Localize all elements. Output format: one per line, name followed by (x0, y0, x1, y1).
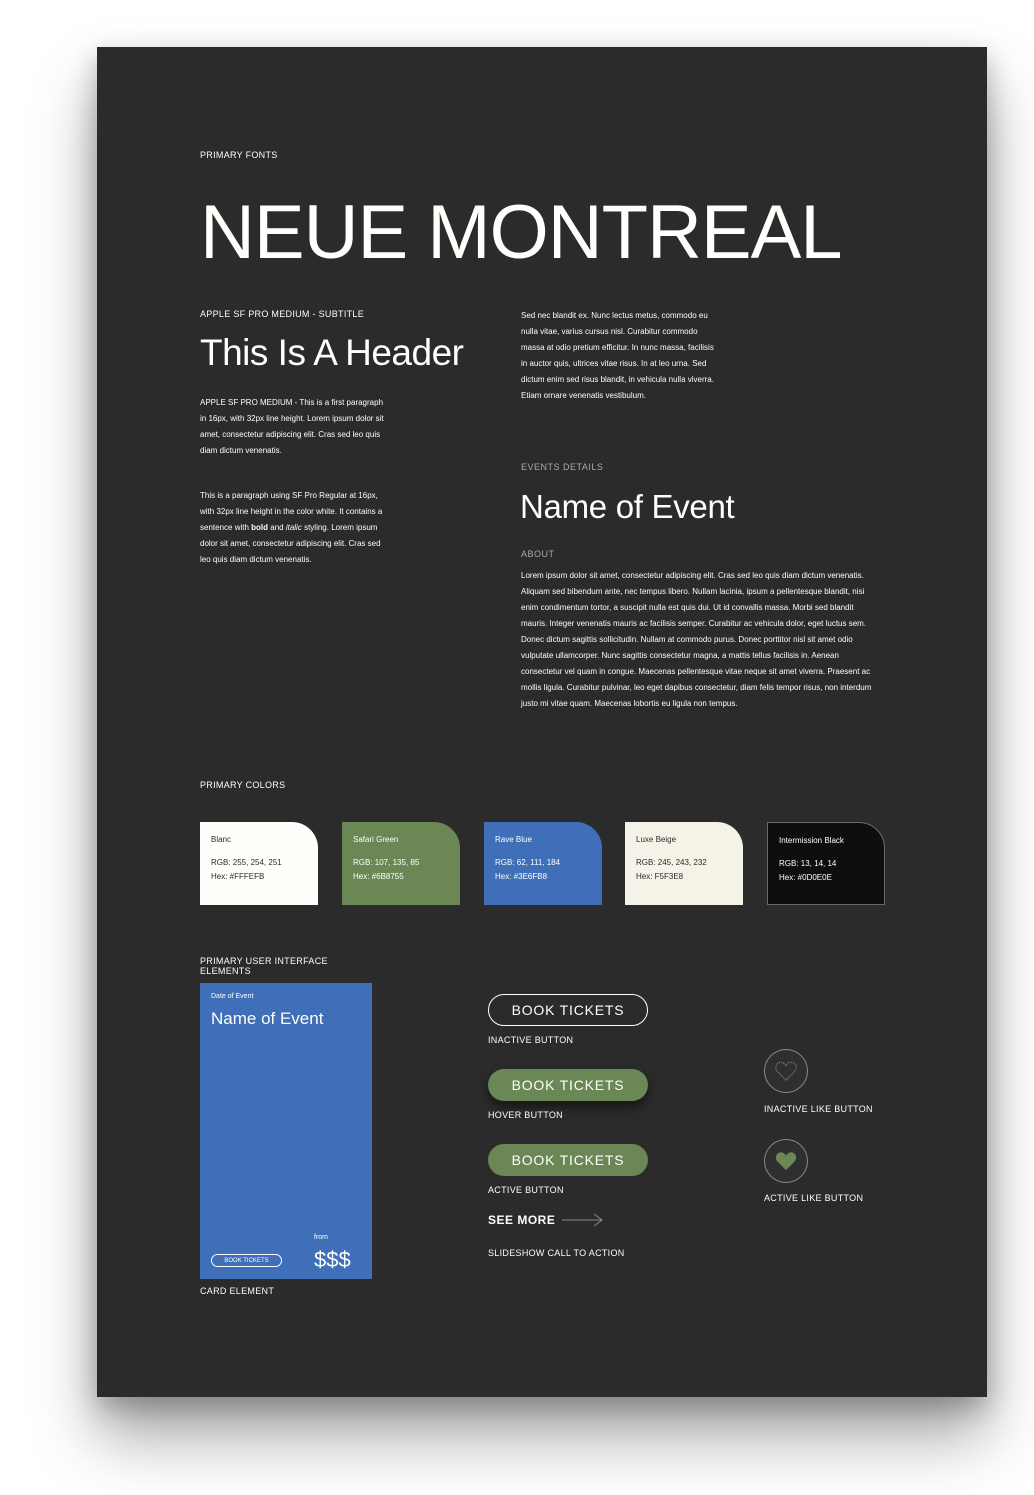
medium-paragraph: APPLE SF PRO MEDIUM - This is a first paragraph in 16px, with 32px line height. Lorem ipsum dolor sit amet, consectetur adipiscing elit. Cras sed leo quis diam dictum venenatis. (200, 398, 384, 455)
card-event-name: Name of Event (211, 1009, 324, 1028)
display-font-title: NEUE MONTREAL (200, 190, 842, 275)
regular-paragraph-rest: styling. Lorem ipsum dolor sit amet, consectetur adipiscing elit. Cras sed leo quis diam dictum venenatis. (200, 523, 381, 564)
card-element-caption: CARD ELEMENT (200, 1286, 275, 1296)
see-more-caption: SLIDESHOW CALL TO ACTION (488, 1248, 625, 1258)
see-more-label: SEE MORE (488, 1213, 556, 1227)
event-card[interactable] (200, 983, 372, 1279)
regular-paragraph (200, 488, 390, 568)
active-button-caption: ACTIVE BUTTON (488, 1185, 564, 1195)
swatch-rgb: RGB: 62, 111, 184 (495, 858, 561, 867)
swatch-name: Blanc (211, 835, 232, 844)
swatch-hex: Hex: F5F3E8 (636, 872, 684, 881)
book-tickets-hover-button[interactable]: BOOK TICKETS (488, 1069, 648, 1101)
card-book-tickets-button[interactable]: BOOK TICKETS (211, 1254, 282, 1267)
swatch-rgb: RGB: 13, 14, 14 (779, 859, 837, 868)
swatch-hex: Hex: #0D0E0E (779, 873, 832, 882)
card-from-label: from (314, 1234, 328, 1241)
swatch-name: Intermission Black (779, 836, 844, 845)
section-label-colors: PRIMARY COLORS (200, 780, 286, 790)
regular-paragraph-and: and (268, 523, 286, 532)
inactive-like-caption: INACTIVE LIKE BUTTON (764, 1104, 873, 1114)
swatch-rave-blue (484, 822, 602, 905)
swatch-hex: Hex: #6B8755 (353, 872, 404, 881)
swatch-safari-green (342, 822, 460, 905)
swatch-hex: Hex: #3E6FB8 (495, 872, 548, 881)
book-tickets-active-button[interactable]: BOOK TICKETS (488, 1144, 648, 1176)
swatch-name: Luxe Beige (636, 835, 677, 844)
events-details-label: EVENTS DETAILS (521, 462, 604, 472)
card-price: $$$ (314, 1247, 351, 1272)
subtitle-label: APPLE SF PRO MEDIUM - SUBTITLE (200, 309, 365, 319)
swatch-rgb: RGB: 107, 135, 85 (353, 858, 420, 867)
card-date: Date of Event (211, 993, 254, 1000)
swatch-luxe-beige (625, 822, 743, 905)
inactive-button-caption: INACTIVE BUTTON (488, 1035, 574, 1045)
hover-button-caption: HOVER BUTTON (488, 1110, 563, 1120)
swatch-intermission-black (767, 822, 885, 905)
swatch-rgb: RGB: 255, 254, 251 (211, 858, 282, 867)
swatch-rgb: RGB: 245, 243, 232 (636, 858, 707, 867)
italic-word: italic (285, 523, 302, 532)
book-tickets-inactive-button[interactable]: BOOK TICKETS (488, 994, 648, 1026)
section-label-ui: PRIMARY USER INTERFACE ELEMENTS (200, 956, 328, 976)
event-name-heading: Name of Event (520, 488, 735, 525)
arrow-right-icon (562, 1212, 604, 1228)
heart-filled-icon (775, 1151, 797, 1171)
swatch-blanc (200, 822, 318, 905)
like-button-active[interactable] (764, 1139, 808, 1183)
bold-word: bold (251, 523, 269, 532)
about-label: ABOUT (521, 549, 555, 559)
see-more-link[interactable] (488, 1212, 604, 1228)
style-guide-board (97, 47, 987, 1397)
section-label-fonts: PRIMARY FONTS (200, 150, 278, 160)
swatch-name: Safari Green (353, 835, 399, 844)
about-paragraph: Lorem ipsum dolor sit amet, consectetur adipiscing elit. Cras sed leo quis diam dictum venenatis. Aliquam sed bibendum ante, nec tempus libero. Nullam lacinia, ipsum a pellentesque blandit, nisi enim condimentum tortor, a suscipit nulla est quis dui. Ut id convallis massa. Morbi sed blandit mauris. Integer venenatis mauris ac facilisis semper. Curabitur ac vehicula dolor, eget luctus sem. Donec dictum sagittis sollicitudin. Nullam at commodo purus. Donec porttitor nisl sit amet odio vulputate ullamcorper. Nunc sagittis consectetur magna, a mattis tellus facilisis in. Aenean consectetur vel quam in congue. Maecenas pellentesque vitae neque sit amet viverra. Praesent ac mollis ligula. Curabitur pulvinar, leo eget dapibus consectetur, diam felis tempor risus, non interdum justo mi vitae quam. Maecenas lobortis eu ligula non tempus. (521, 571, 872, 708)
swatch-hex: Hex: #FFFEFB (211, 872, 265, 881)
like-button-inactive[interactable] (764, 1049, 808, 1093)
regular-paragraph-text: This is a paragraph using SF Pro Regular at 16px, with 32px line height in the color white. It contains a sentence with (200, 491, 383, 532)
active-like-caption: ACTIVE LIKE BUTTON (764, 1193, 864, 1203)
right-paragraph: Sed nec blandit ex. Nunc lectus metus, commodo eu nulla vitae, varius cursus nisl. Curabitur commodo massa at odio pretium efficitur. In nunc massa, facilisis in auctor quis, ultrices vitae risus. In at leo urna. Sed dictum enim sed risus blandit, in vehicula nulla viverra. Etiam ornare venenatis vestibulum. (521, 311, 714, 400)
swatch-name: Rave Blue (495, 835, 532, 844)
header-example: This Is A Header (200, 332, 464, 373)
heart-outline-icon (775, 1061, 797, 1081)
